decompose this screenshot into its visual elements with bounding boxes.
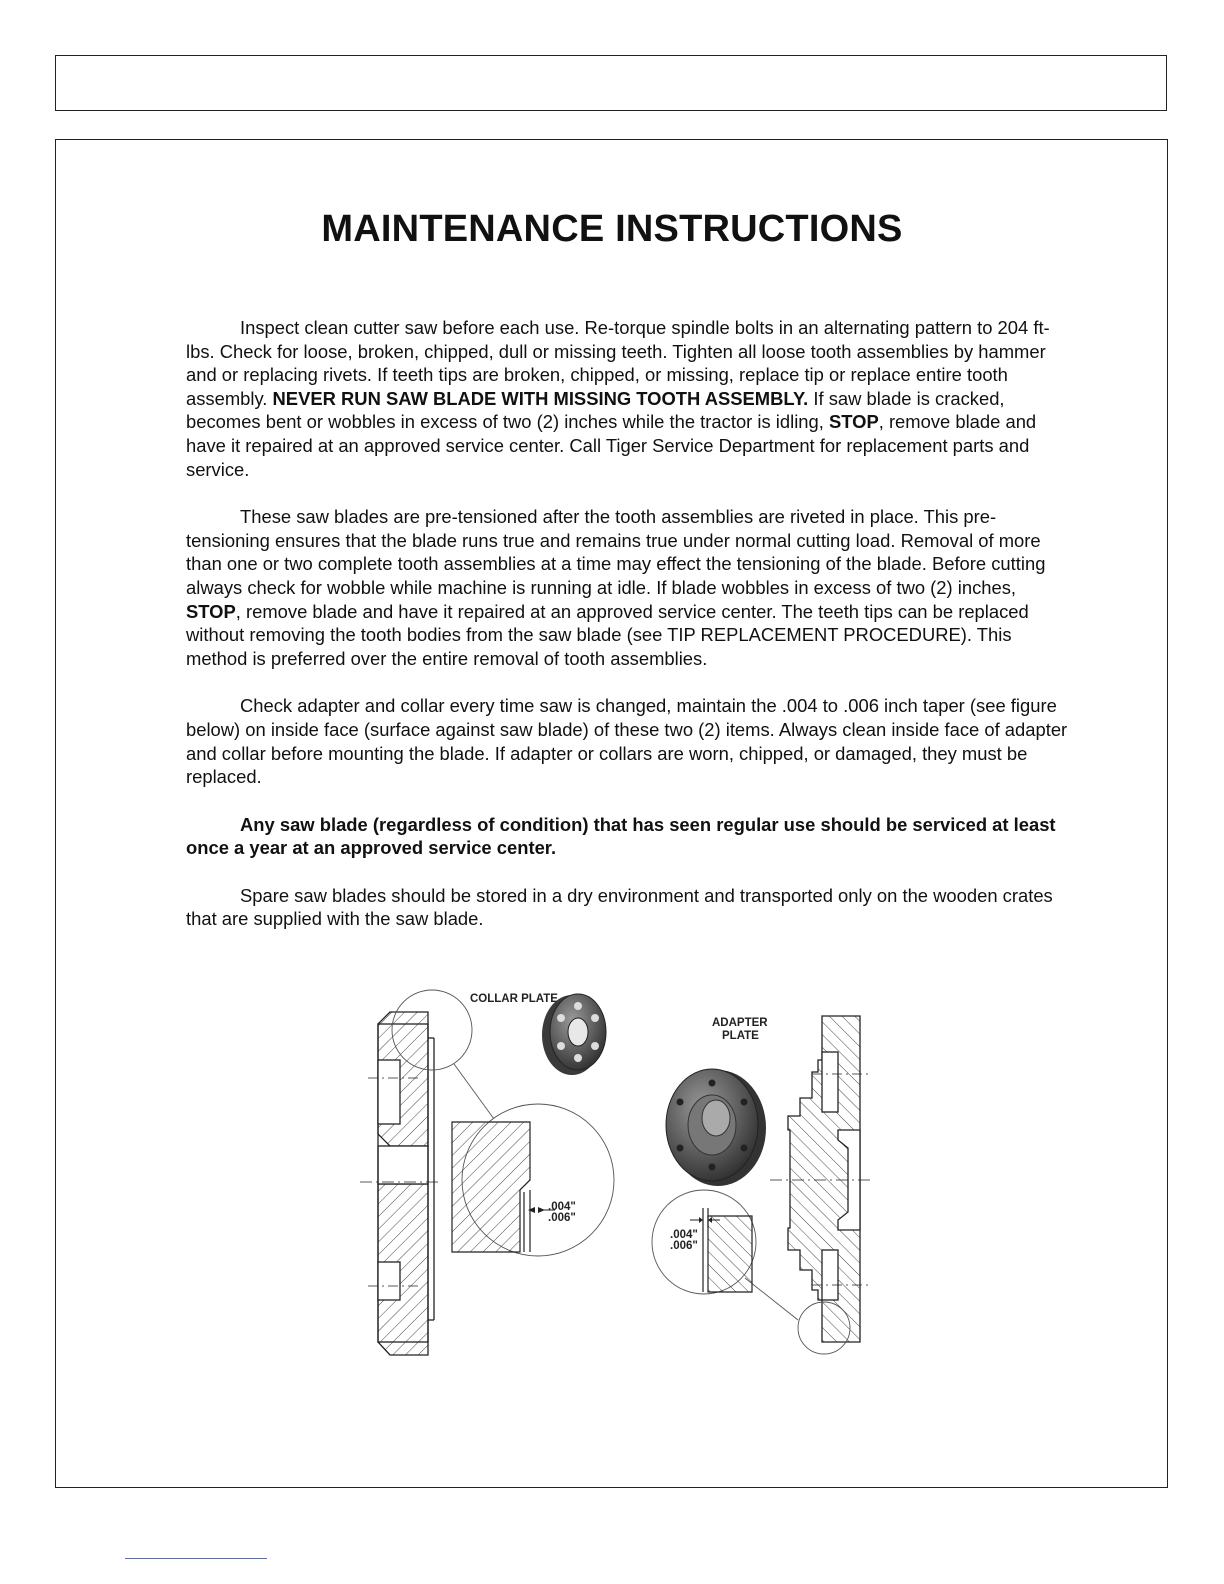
adapter-plate-label-line2: PLATE: [722, 1030, 759, 1042]
collar-detail-enlarged: [452, 1104, 614, 1256]
paragraph-annual-service: Any saw blade (regardless of condition) that has seen regular use should be serviced at least once a year at an approved service center.: [186, 813, 1056, 859]
paragraph-adapter-collar: Check adapter and collar every time saw is changed, maintain the .004 to .006 inch taper (see figure below) on inside face (surface against saw blade) of these two (2) items. Always clean inside face of adapter and collar before mounting the blade. If adapter or collars are worn, chipped, or damaged, they must be replaced.: [186, 695, 1068, 788]
collar-plate-label: COLLAR PLATE: [470, 993, 558, 1005]
warning-missing-tooth: NEVER RUN SAW BLADE WITH MISSING TOOTH ASSEMBLY.: [272, 387, 809, 409]
paragraph-inspection: Inspect clean cutter saw before each use. Re-torque spindle bolts in an alternating pattern to 204 ft-lbs. Check for loose, broken, chipped, dull or missing teeth. Tighten all loose tooth assemblies by hammer and or replacing rivets. If teeth tips are broken, chipped, or missing, replace tip or replace entire tooth assembly. NEVER RUN SAW BLADE WITH MISSING TOOTH ASSEMBLY. If saw blade is cracked, becomes bent or wobbles in excess of two (2) inches while the tractor is idling, STOP, remove blade and have it repaired at an approved service center. Call Tiger Service Department for replacement parts and service.: [186, 317, 1050, 480]
paragraph-storage: Spare saw blades should be stored in a dry environment and transported only on the wooden crates that are supplied with the saw blade.: [186, 884, 1053, 930]
stop-warning: STOP: [186, 600, 236, 622]
adapter-plate-section: [770, 1016, 870, 1342]
adapter-plate-3d: [666, 1069, 766, 1186]
collar-dim-004: .004": [548, 1201, 576, 1213]
collar-dim-006: .006": [548, 1212, 576, 1224]
adapter-plate-label-line1: ADAPTER: [712, 1017, 768, 1029]
adapter-dim-004: .004": [670, 1229, 698, 1241]
adapter-detail-enlarged: [652, 1190, 756, 1294]
collar-adapter-figure: [360, 980, 880, 1365]
adapter-dim-006: .006": [670, 1240, 698, 1252]
collar-plate-section: [360, 1012, 438, 1355]
stop-warning: STOP: [828, 411, 879, 433]
page-title: MAINTENANCE INSTRUCTIONS: [321, 208, 903, 250]
instructions-body: [186, 316, 1076, 955]
header-box: [55, 55, 1167, 111]
footer-link-underline[interactable]: [125, 1558, 267, 1559]
collar-plate-3d: [542, 994, 606, 1075]
paragraph-pretension: These saw blades are pre-tensioned after the tooth assemblies are riveted in place. This pre-tensioning ensures that the blade runs true and remains true under normal cutting load. Removal of more than one or two complete tooth assemblies at a time may effect the tensioning of the blade. Before cutting always check for wobble while machine is running at idle. If blade wobbles in excess of two (2) inches, STOP, remove blade and have it repaired at an approved service center. The teeth tips can be replaced without removing the tooth bodies from the saw blade (see TIP REPLACEMENT PROCEDURE). This method is preferred over the entire removal of tooth assemblies.: [186, 506, 1046, 669]
